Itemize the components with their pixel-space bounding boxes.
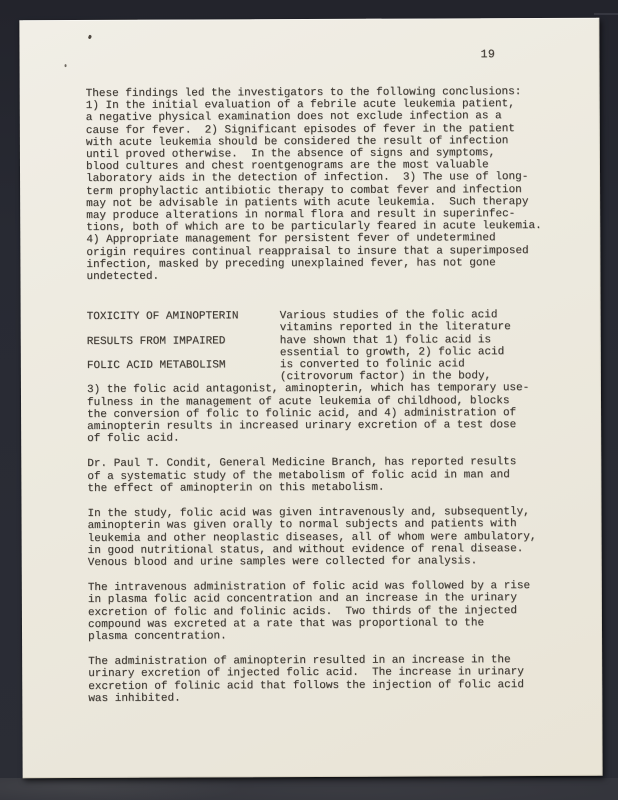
paragraph-condit-report: Dr. Paul T. Condit, General Medicine Branch, has reported results of a systematic study of the metabolism of folic acid in man and the effect of aminopterin on this metabolism. xyxy=(87,456,517,495)
section-lead-text: Various studies of the folic acid vitamins reported in the literature have shown that 1) folic acid is essential to growth, 2) folic acid is converted to folinic acid (citrovorum factor) in the body, xyxy=(279,309,511,384)
page-number: 19 xyxy=(480,48,496,62)
paragraph-administration-results: The administration of aminopterin resulted in an increase in the urinary excretion of injected folic acid. The increase in urinary excretion of folinic acid that follows the injection of folic acid was inhibited. xyxy=(88,654,524,705)
paper-speck xyxy=(65,64,67,67)
paragraph-section-continuation: 3) the folic acid antagonist, aminopterin, which has temporary use- fulness in the management of acute leukemia of childhood, blocks the conversion of folic to folinic acid, and 4) administration of aminopterin results in increased urinary excretion of a test dose of folic acid. xyxy=(86,382,530,446)
paragraph-findings-conclusions: These findings led the investigators to the following conclusions: 1) In the initial evaluation of a febrile acute leukemia patient, a negative physical examination does not exclude infection as a cause for fever. 2) Significant episodes of fever in the patient with acute leukemia should be considered the result of infection until proved otherwise. In the absence of signs and symptoms, blood cultures and chest roentgenograms are the most valuable laboratory aids in the detection of infection. 3) The use of long- term prophylactic antibiotic therapy to combat fever and infection may not be advisable in patients with acute leukemia. Such therapy may produce alterations in normal flora and result in superinfec- tions, both of which are to be particularly feared in acute leukemia. 4) Appropriate management for persistent fever of undetermined origin requires continual reappraisal to insure that a superimposed infection, masked by preceding unexplained fever, has not gone undetected. xyxy=(85,86,542,284)
paragraph-study-method: In the study, folic acid was given intravenously and, subsequently, aminopterin was given orally to normal subjects and patients with leukemia and other neoplastic diseases, all of whom were ambulatory, in good nutritional status, and without evidence of renal disease. Venous blood and urine samples were collected for analysis. xyxy=(87,506,537,569)
backdrop-bottom-board xyxy=(0,778,618,800)
section-toxicity-of-aminopterin xyxy=(87,309,539,384)
page-body xyxy=(86,86,541,705)
document-page xyxy=(19,18,602,779)
paper-speck xyxy=(88,35,92,40)
backdrop-seam xyxy=(594,13,618,15)
section-heading-sidebar: TOXICITY OF AMINOPTERIN RESULTS FROM IMPAIRED FOLIC ACID METABOLISM xyxy=(86,310,239,373)
paragraph-intravenous-results: The intravenous administration of folic acid was followed by a rise in plasma folic acid concentration and an increase in the urinary excretion of folic and folinic acids. Two thirds of the injected compound was excreted at a rate that was proportional to the plasma concentration. xyxy=(87,580,531,643)
